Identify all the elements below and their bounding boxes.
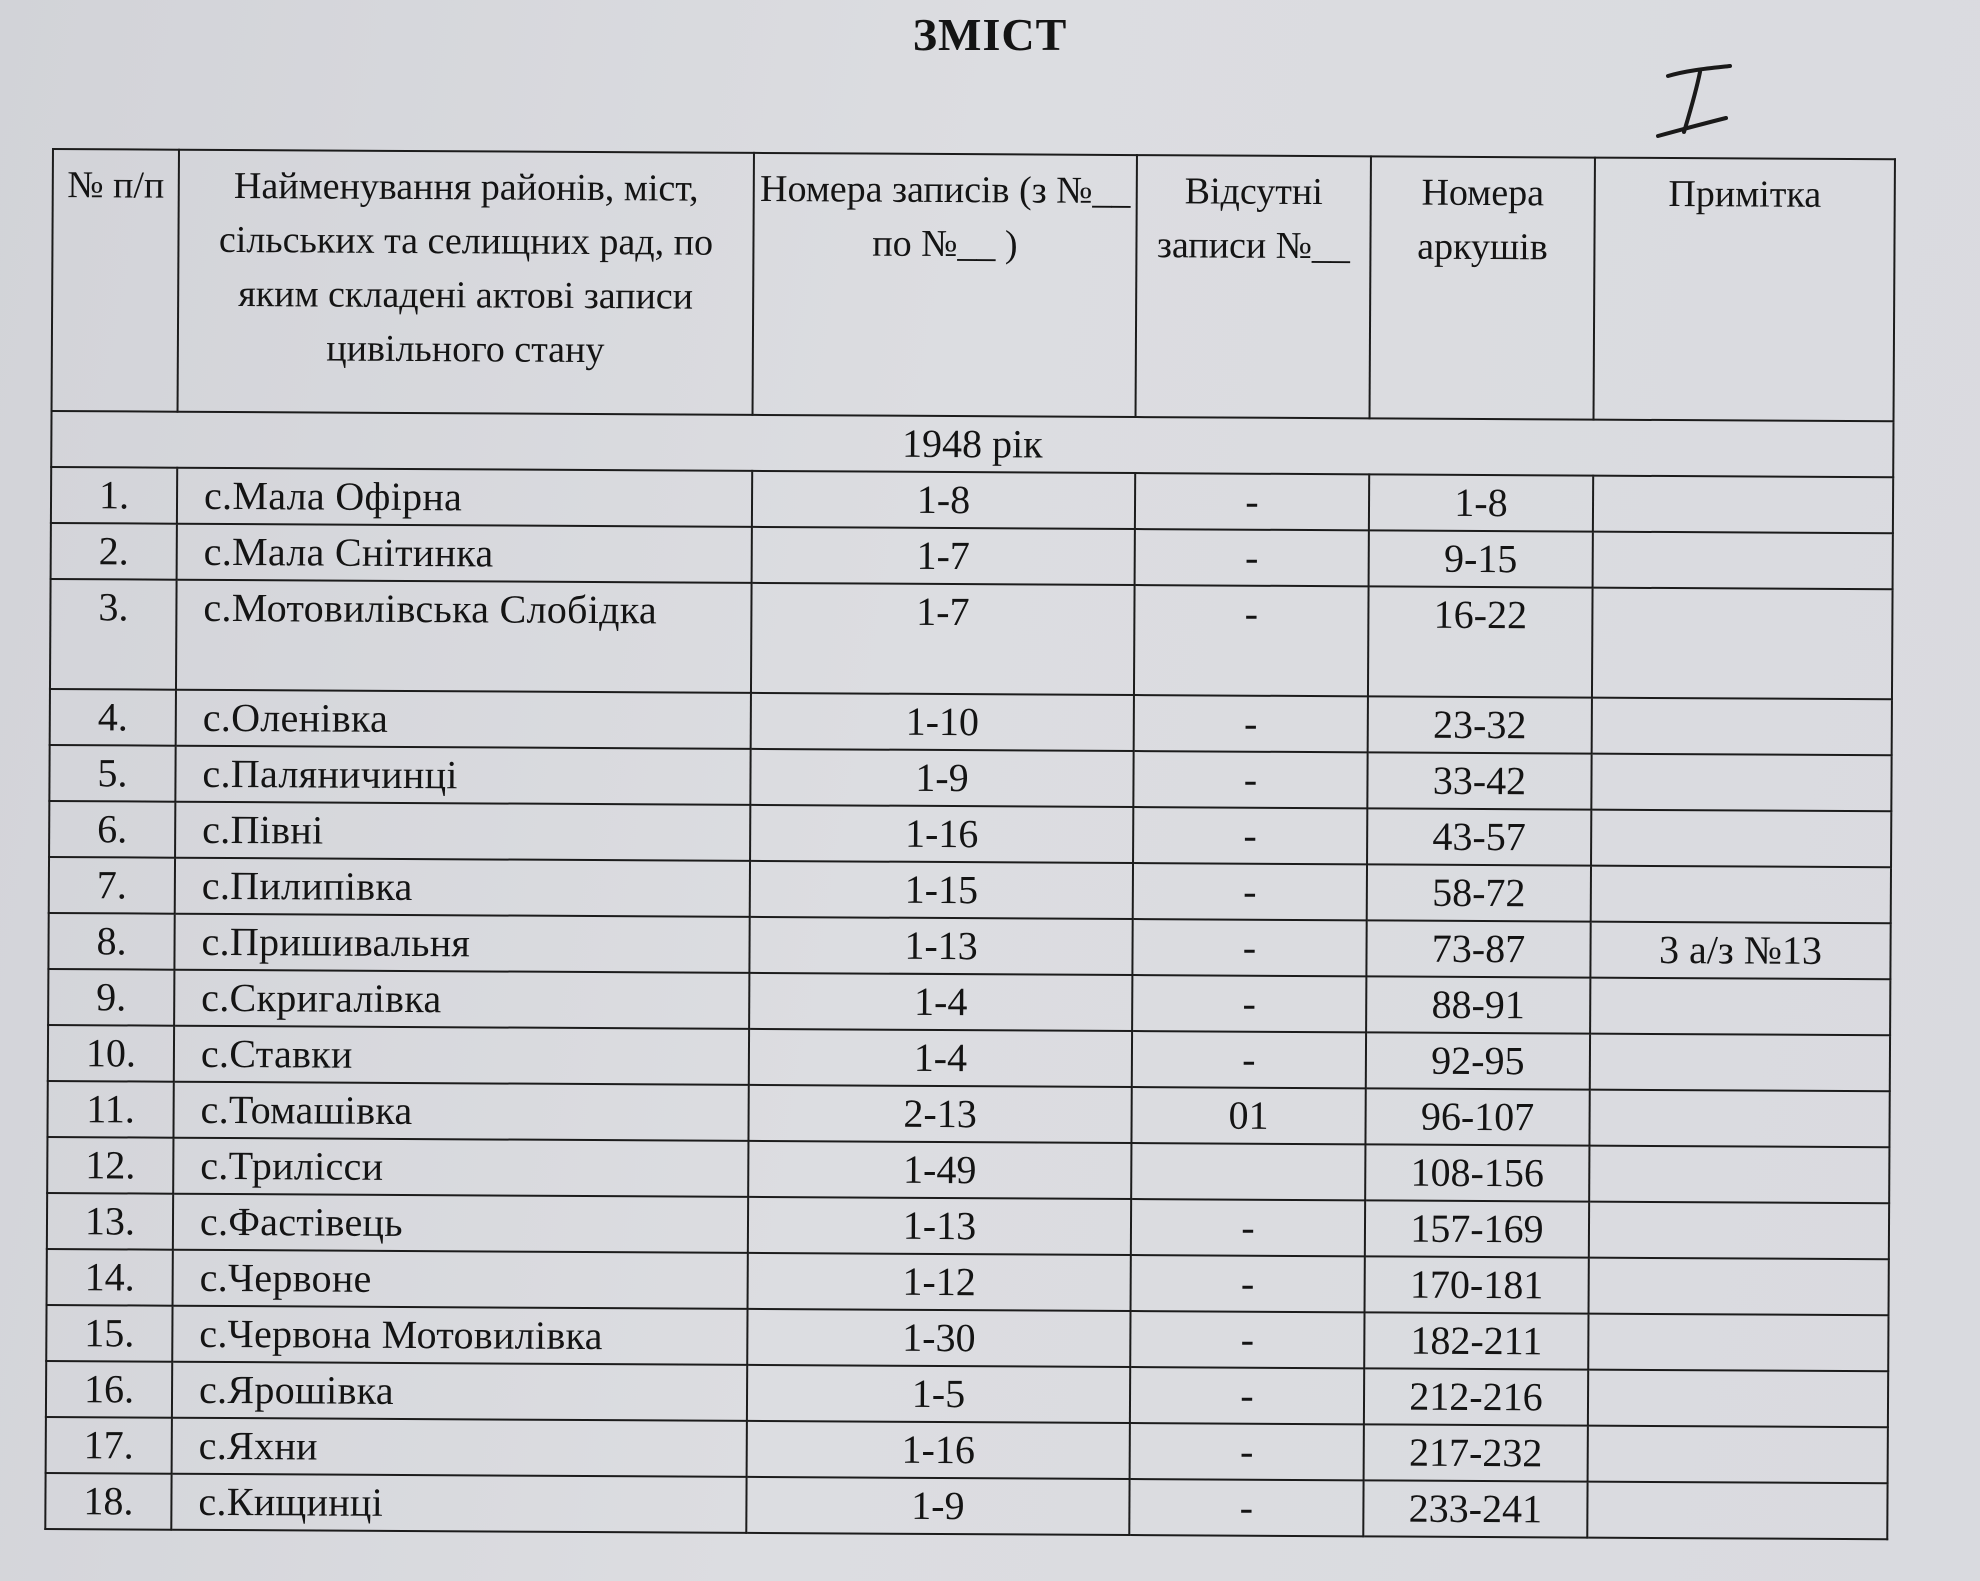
table-row [46,1417,1888,1483]
row-note [1588,1314,1888,1372]
row-sheets: 33-42 [1367,752,1591,809]
row-records: 1-8 [752,471,1135,529]
row-note [1589,1146,1889,1204]
row-number: 2. [51,523,177,580]
row-records: 1-49 [748,1141,1131,1199]
row-missing: - [1133,751,1367,808]
row-missing: - [1134,695,1368,752]
row-note [1590,1034,1890,1092]
row-number: 6. [49,801,175,858]
row-name: с.Ставки [174,1026,749,1085]
row-note [1591,810,1891,868]
row-note [1593,532,1893,590]
row-note [1591,754,1891,812]
row-name: с.Червоне [173,1250,748,1309]
year-label: 1948 рік [51,411,1893,477]
row-records: 1-9 [750,749,1133,807]
row-number: 9. [48,969,174,1026]
row-records: 1-4 [749,1029,1132,1087]
handwritten-mark-icon [1650,62,1740,142]
table-row [49,857,1891,923]
row-note: 3 а/з №13 [1590,922,1890,980]
row-name: с.Пилипівка [175,858,750,917]
row-note [1592,698,1892,756]
table-header-row [52,149,1895,421]
row-missing: - [1130,1423,1364,1480]
row-missing: - [1130,1367,1364,1424]
table-row [47,1249,1889,1315]
row-sheets: 88-91 [1366,976,1590,1033]
table-row [49,745,1891,811]
row-note [1589,1258,1889,1316]
row-records: 1-16 [750,805,1133,863]
row-number: 1. [51,467,177,524]
table-row [46,1361,1888,1427]
row-records: 1-7 [752,527,1135,585]
table-row [51,523,1893,589]
row-number: 3. [50,579,177,690]
row-number: 7. [49,857,175,914]
row-sheets: 1-8 [1369,474,1593,531]
row-number: 12. [47,1137,173,1194]
row-name: с.Паляничинці [175,746,750,805]
table-row [47,1193,1889,1259]
row-sheets: 58-72 [1367,864,1591,921]
row-name: с.Червона Мотовилівка [172,1306,747,1365]
row-missing: 01 [1131,1087,1365,1144]
header-number: № п/п [52,149,179,412]
row-sheets: 182-211 [1364,1312,1588,1369]
row-sheets: 217-232 [1364,1424,1588,1481]
row-sheets: 16-22 [1368,586,1593,697]
row-records: 1-5 [747,1365,1130,1423]
row-note [1592,588,1893,700]
row-note [1588,1426,1888,1484]
row-name: с.Мала Офірна [177,468,752,527]
row-note [1589,1202,1889,1260]
row-sheets: 170-181 [1365,1256,1589,1313]
row-records: 1-10 [751,693,1134,751]
row-name: с.Кищинці [171,1474,746,1533]
row-name: с.Фастівець [173,1194,748,1253]
row-sheets: 73-87 [1366,920,1590,977]
row-missing: - [1134,585,1369,696]
row-number: 18. [45,1473,171,1530]
row-sheets: 9-15 [1369,530,1593,587]
row-name: с.Скригалівка [174,970,749,1029]
header-name: Найменування районів, міст, сільських та селищних рад, по яким складені актові записи цивільного стану [178,150,754,415]
row-name: с.Півні [175,802,750,861]
table-row [49,801,1891,867]
row-sheets: 96-107 [1365,1088,1589,1145]
row-note [1591,866,1891,924]
row-records: 2-13 [748,1085,1131,1143]
row-number: 15. [46,1305,172,1362]
handwritten-roman-numeral [1650,62,1740,142]
contents-table [44,148,1896,1540]
row-name: с.Оленівка [176,690,751,749]
row-records: 1-12 [748,1253,1131,1311]
row-missing: - [1135,529,1369,586]
row-records: 1-7 [751,583,1135,695]
row-missing: - [1135,473,1369,530]
table-row [48,969,1890,1035]
row-number: 16. [46,1361,172,1418]
row-records: 1-9 [746,1477,1129,1535]
row-missing: - [1129,1479,1363,1536]
row-name: с.Мала Снітинка [177,524,752,583]
row-sheets: 212-216 [1364,1368,1588,1425]
year-row [51,411,1893,477]
header-note: Примітка [1594,158,1895,422]
table-row [47,1137,1889,1203]
table-row [50,579,1893,699]
row-number: 10. [48,1025,174,1082]
row-missing: - [1132,919,1366,976]
header-records: Номера записів (з №__ по №__ ) [753,153,1137,417]
row-sheets: 23-32 [1368,696,1592,753]
row-name: с.Ярошівка [172,1362,747,1421]
row-note [1588,1370,1888,1428]
table-row [46,1305,1888,1371]
row-missing: - [1131,1255,1365,1312]
table-row [51,467,1893,533]
page-title: ЗМІСТ [912,9,1068,60]
row-missing: - [1131,1199,1365,1256]
row-records: 1-13 [749,917,1132,975]
row-records: 1-16 [747,1421,1130,1479]
table-row [50,689,1892,755]
table-row [47,1081,1889,1147]
row-number: 14. [47,1249,173,1306]
header-missing: Відсутні записи №__ [1136,155,1371,418]
row-records: 1-4 [749,973,1132,1031]
row-number: 17. [46,1417,172,1474]
row-missing: - [1132,975,1366,1032]
row-number: 4. [50,689,176,746]
row-missing: - [1130,1311,1364,1368]
row-records: 1-13 [748,1197,1131,1255]
row-records: 1-15 [750,861,1133,919]
row-sheets: 92-95 [1366,1032,1590,1089]
row-note [1589,1090,1889,1148]
row-name: с.Пришивальня [174,914,749,973]
row-sheets: 233-241 [1363,1480,1587,1537]
row-name: с.Яхни [172,1418,747,1477]
row-missing: - [1132,1031,1366,1088]
row-missing: - [1133,807,1367,864]
row-number: 13. [47,1193,173,1250]
table-row [48,913,1890,979]
row-missing: - [1133,863,1367,920]
row-number: 5. [49,745,175,802]
row-sheets: 43-57 [1367,808,1591,865]
row-note [1593,476,1893,534]
row-records: 1-30 [747,1309,1130,1367]
row-missing [1131,1143,1365,1200]
row-name: с.Томашівка [173,1082,748,1141]
row-number: 11. [47,1081,173,1138]
row-note [1590,978,1890,1036]
row-note [1587,1482,1887,1540]
table-row [48,1025,1890,1091]
row-name: с.Трилісси [173,1138,748,1197]
row-sheets: 157-169 [1365,1200,1589,1257]
row-sheets: 108-156 [1365,1144,1589,1201]
table-row [45,1473,1887,1539]
row-number: 8. [48,913,174,970]
header-sheets: Номера аркушів [1370,156,1595,419]
row-name: с.Мотовилівська Слобідка [176,580,752,693]
